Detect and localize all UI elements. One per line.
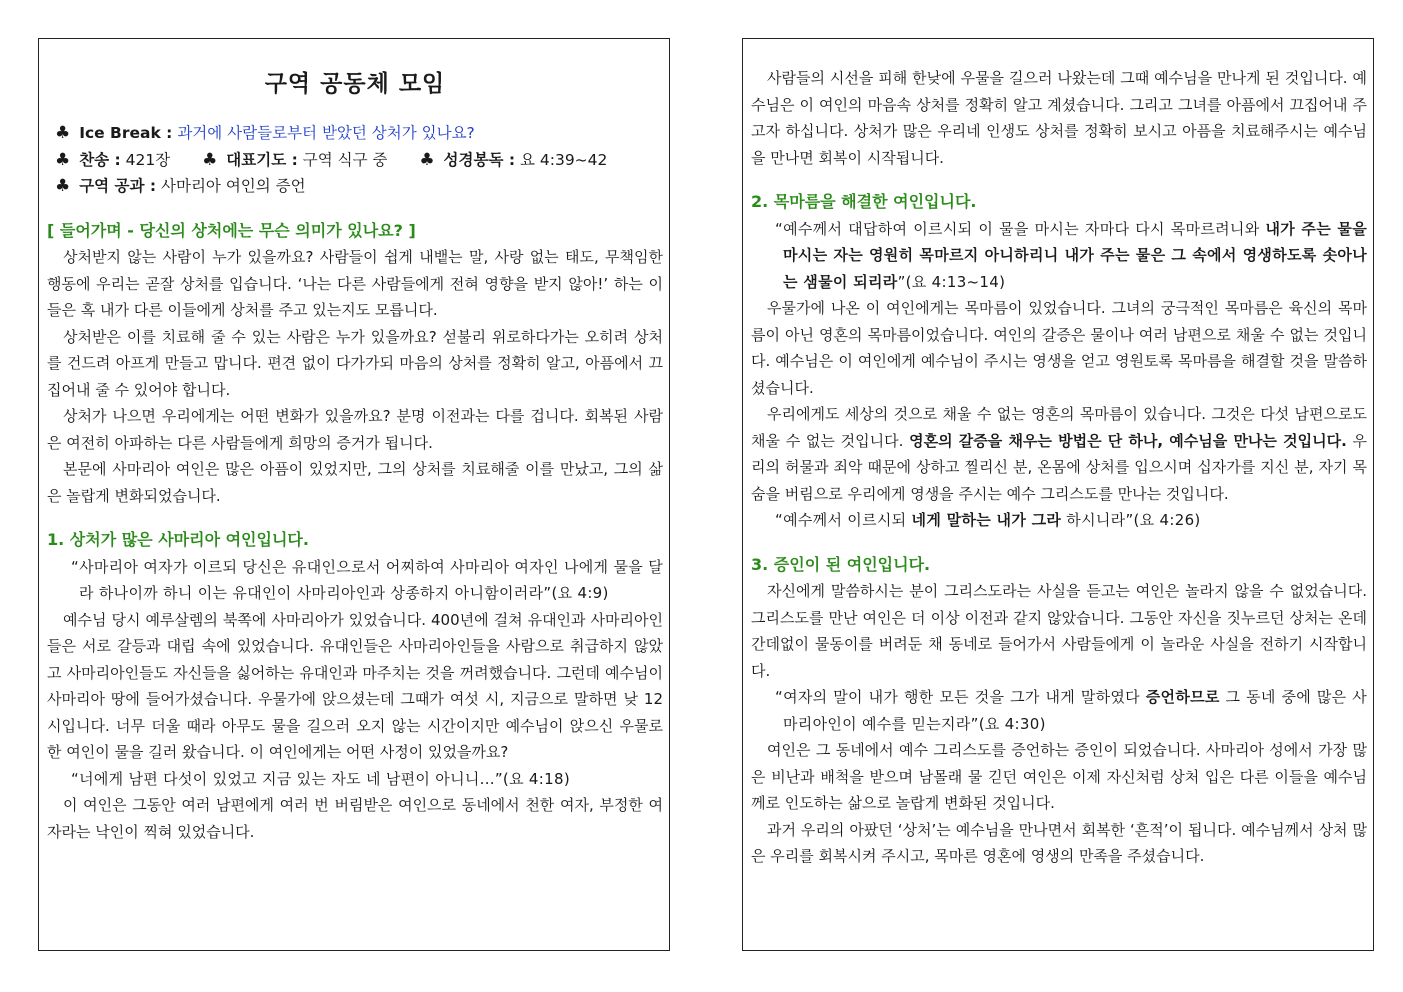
ice-break-text: 과거에 사람들로부터 받았던 상처가 있나요? [177, 124, 475, 142]
reading-value: 요 4:39~42 [519, 150, 608, 169]
right-page [742, 38, 1374, 951]
lesson-value: 사마리아 여인의 증언 [161, 177, 306, 195]
section-2-paragraph [751, 401, 1367, 507]
quote-text: “예수께서 이르시되 [775, 511, 912, 529]
reading-label: 성경봉독 : [443, 150, 516, 169]
quote-emphasis: 증언하므로 [1145, 688, 1220, 706]
section-1-heading: 1. 상처가 많은 사마리아 여인입니다. [47, 530, 309, 549]
intro-paragraph: 상처받지 않는 사람이 누가 있을까요? 사람들이 쉽게 내뱉는 말, 사랑 없는 태도, 무책임한 행동에 우리는 곧잘 상처를 입습니다. ‘나는 다른 사람들에게 전혀 영향을 받지 않아!’ 하는 이들은 혹 내가 다른 이들에게 상처를 주고 있는지도 모릅니다. [47, 248, 663, 319]
quote-emphasis: 내가 주는 물을 마시는 자는 영원히 목마르지 아니하리니 내가 주는 물은 그 속에서 영생하도록 솟아나는 샘물이 되리라 [783, 219, 1367, 291]
section-3-paragraph: 여인은 그 동네에서 예수 그리스도를 증언하는 증인이 되었습니다. 사마리아 성에서 가장 많은 비난과 배척을 받으며 남몰래 물 긷던 여인은 이제 자신처럼 상처 입은 다른 이들을 예수님께로 인도하는 삶으로 놀랍게 변화된 것입니다. [751, 741, 1367, 812]
scripture-quote [751, 684, 1367, 737]
meeting-info [47, 120, 663, 200]
ice-break-label: Ice Break : [79, 124, 173, 142]
club-icon: ♣ [419, 149, 435, 170]
intro-paragraph: 상처받은 이를 치료해 줄 수 있는 사람은 누가 있을까요? 섣불리 위로하다가는 오히려 상처를 건드려 아프게 만들고 맙니다. 편견 없이 다가가되 마음의 상처를 정확히 알고, 아픔에서 끄집어내 줄 수 있어야 합니다. [47, 327, 663, 399]
page-title: 구역 공동체 모임 [264, 71, 446, 97]
club-icon: ♣ [202, 149, 218, 170]
club-icon: ♣ [55, 149, 71, 170]
intro-paragraph: 본문에 사마리아 여인은 많은 아픔이 있었지만, 그의 상처를 치료해줄 이를 만났고, 그의 삶은 놀랍게 변화되었습니다. [47, 460, 663, 505]
section-2-heading: 2. 목마름을 해결한 여인입니다. [751, 192, 977, 211]
scripture-quote [751, 507, 1367, 534]
prayer-value: 구역 식구 중 [302, 150, 388, 169]
section-3-paragraph: 자신에게 말씀하시는 분이 그리스도라는 사실을 듣고는 여인은 놀라지 않을 수 없었습니다. 그리스도를 만난 여인은 더 이상 이전과 같지 않았습니다. 그동안 자신을 짓누르던 상처는 온데간데없이 물동이를 버려둔 채 동네로 들어가서 사람들에게 이 놀라운 사실을 전하기 시작합니다. [751, 582, 1367, 680]
intro-heading: [ 들어가며 - 당신의 상처에는 무슨 의미가 있나요? ] [47, 220, 416, 240]
section-1-paragraph: 예수님 당시 예루살렘의 북쪽에 사마리아가 있었습니다. 400년에 걸쳐 유대인과 사마리아인들은 서로 갈등과 대립 속에 있었습니다. 유대인들은 사마리아인들을 사람으로 취급하지 않았고 사마리아인들도 자신들을 싫어하는 유대인과 마주치는 것을 꺼려했습니다. 그런데 예수님이 사마리아 땅에 들어가셨습니다. 우물가에 앉으셨는데 그때가 여섯 시, 지금으로 말하면 낮 12시입니다. 너무 더울 때라 아무도 물을 길으러 오지 않는 시간이지만 예수님이 앉으신 우물로 한 여인이 물을 길러 왔습니다. 이 여인에게는 어떤 사정이 있었을까요? [47, 610, 663, 761]
hymn-value: 421장 [125, 150, 171, 169]
section-2-paragraph: 우물가에 나온 이 여인에게는 목마름이 있었습니다. 그녀의 궁극적인 목마름은 육신의 목마름이 아닌 영혼의 목마름이었습니다. 여인의 갈증은 물이나 여러 남편으로 채울 수 없는 것입니다. 예수님은 이 여인에게 예수님이 주시는 영생을 얻고 영원토록 목마름을 해결할 것을 말씀하셨습니다. [751, 299, 1367, 397]
prayer-label: 대표기도 : [226, 150, 298, 169]
worship-line [55, 147, 663, 174]
scripture-quote [751, 216, 1367, 296]
ice-break-line [55, 120, 663, 147]
lesson-line [55, 173, 663, 200]
quote-reference: 하시니라”(요 4:26) [1061, 511, 1201, 529]
scripture-quote: “사마리아 여자가 이르되 당신은 유대인으로서 어찌하여 사마리아 여자인 나에게 물을 달라 하나이까 하니 이는 유대인이 사마리아인과 상종하지 아니함이러라”(요 4:9) [71, 557, 663, 602]
left-page [38, 38, 670, 951]
section-1-paragraph: 이 여인은 그동안 여러 남편에게 여러 번 버림받은 여인으로 동네에서 천한 여자, 부정한 여자라는 낙인이 찍혀 있었습니다. [47, 796, 663, 841]
section-3-heading: 3. 증인이 된 여인입니다. [751, 554, 931, 574]
quote-text: “여자의 말이 내가 행한 모든 것을 그가 내게 말하였다 [775, 688, 1146, 706]
hymn-label: 찬송 : [79, 150, 121, 169]
intro-paragraph: 상처가 나으면 우리에게는 어떤 변화가 있을까요? 분명 이전과는 다를 겁니다. 회복된 사람은 여전히 아파하는 다른 사람들에게 희망의 증거가 됩니다. [47, 407, 663, 452]
section-1-paragraph: 사람들의 시선을 피해 한낮에 우물을 길으러 나왔는데 그때 예수님을 만나게 된 것입니다. 예수님은 이 여인의 마음속 상처를 정확히 알고 계셨습니다. 그리고 그녀를 아픔에서 끄집어내 주고자 하십니다. 상처가 많은 우리네 인생도 상처를 정확히 보시고 아픔을 치료해주시는 예수님을 만나면 회복이 시작됩니다. [751, 69, 1367, 167]
quote-reference: ”(요 4:13~14) [897, 272, 1006, 291]
quote-reference: 그 동네 중에 많은 사마리아인이 예수를 믿는지라”(요 4:30) [783, 688, 1367, 733]
left-content [47, 39, 663, 845]
club-icon: ♣ [55, 123, 71, 143]
paragraph-text: 우리에게도 세상의 것으로 채울 수 없는 영혼의 목마름이 있습니다. 그것은 다섯 남편으로도 채울 수 없는 것입니다. [751, 405, 1367, 450]
paragraph-text: 우리의 허물과 죄악 때문에 상하고 찔리신 분, 온몸에 상처를 입으시며 십자가를 지신 분, 자기 목숨을 버림으로 우리에게 영생을 주시는 예수 그리스도를 만나는 것입니다. [751, 431, 1367, 503]
paragraph-emphasis: 영혼의 갈증을 채우는 방법은 단 하나, 예수님을 만나는 것입니다. [909, 431, 1347, 450]
section-3-paragraph: 과거 우리의 아팠던 ‘상처’는 예수님을 만나면서 회복한 ‘흔적’이 됩니다. 예수님께서 상처 많은 우리를 회복시켜 주시고, 목마른 영혼에 영생의 만족을 주셨습니다. [751, 820, 1367, 865]
quote-emphasis: 네게 말하는 내가 그라 [911, 511, 1062, 529]
quote-text: “예수께서 대답하여 이르시되 이 물을 마시는 자마다 다시 목마르려니와 [775, 219, 1266, 238]
lesson-label: 구역 공과 : [79, 177, 157, 195]
scripture-quote: “너에게 남편 다섯이 있었고 지금 있는 자도 네 남편이 아니니...”(요 4:18) [71, 769, 570, 788]
right-content [751, 65, 1367, 870]
club-icon: ♣ [55, 176, 71, 196]
